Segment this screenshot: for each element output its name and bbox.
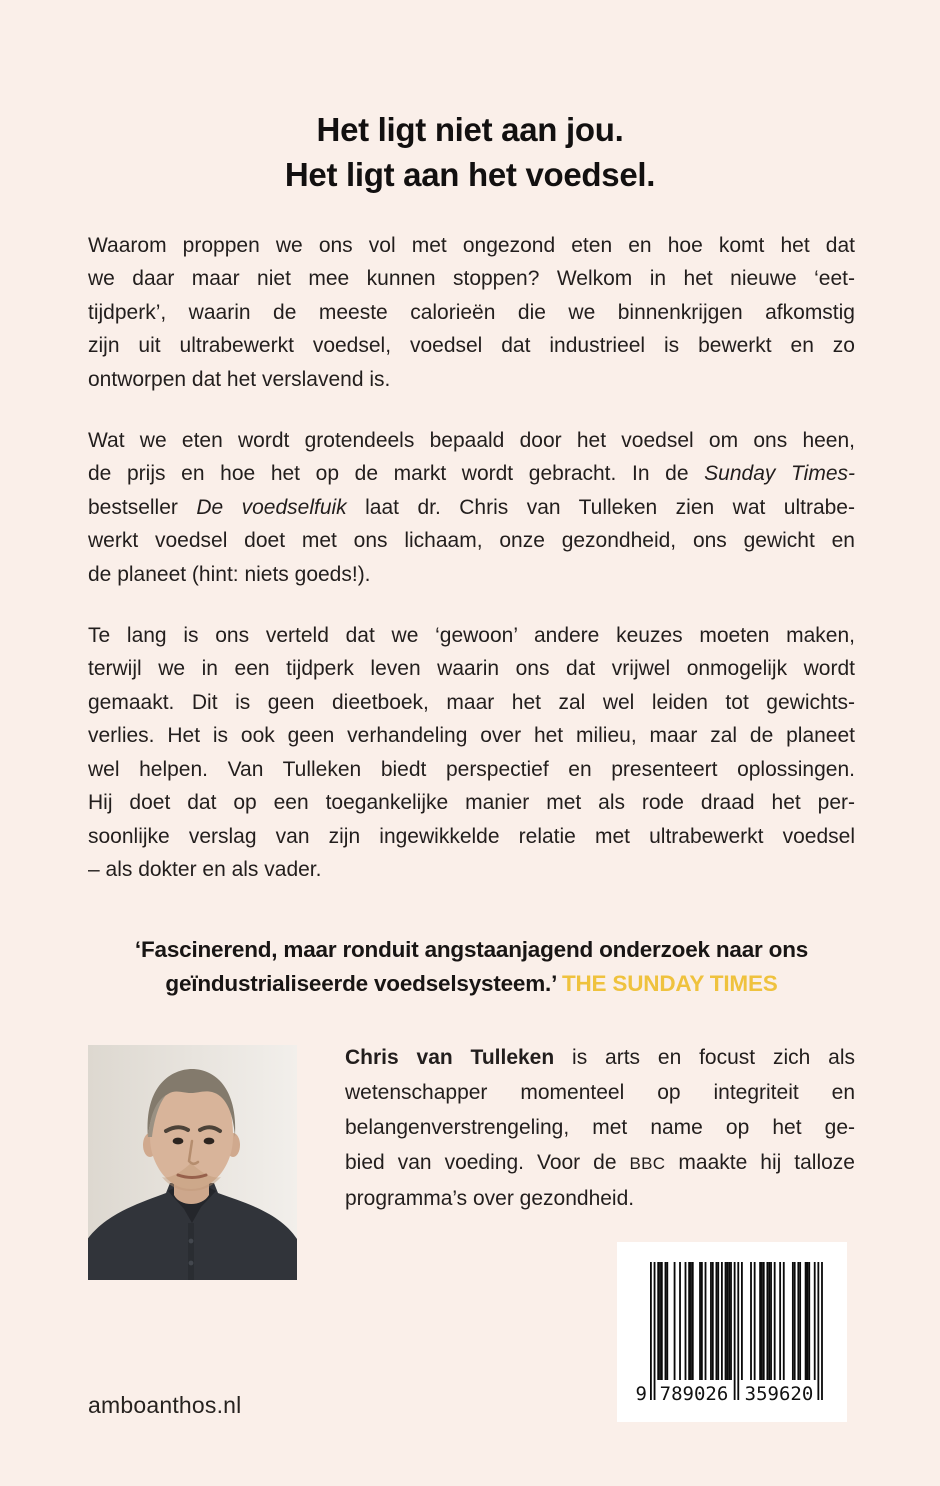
text-run: maakte hij talloze: [665, 1151, 855, 1174]
text-run: laat dr. Chris van Tulleken zien wat ultrabe-: [346, 495, 855, 519]
headline-line2: Het ligt aan het voedsel.: [284, 156, 656, 193]
italic-book-title: De voedselfuik: [196, 495, 347, 519]
italic-text: Sunday Times-: [704, 462, 855, 486]
text-line: ontworpen dat het verslavend is.: [88, 367, 391, 391]
barcode-digit-left: 9: [635, 1383, 647, 1405]
bbc-smallcaps: BBC: [629, 1154, 666, 1173]
bio-line: wetenschapper momenteel op integriteit en: [345, 1081, 855, 1104]
quote-text: geïndustrialiseerde voedselsysteem.’: [165, 971, 562, 996]
text-run: bestseller: [88, 495, 197, 519]
text-run: de prijs en hoe het op de markt wordt gebracht. In de: [88, 462, 705, 486]
quote-line2: [88, 967, 855, 1001]
text-line: de planeet (hint: niets goeds!).: [88, 562, 371, 586]
bio-line: [345, 1040, 855, 1075]
eye: [173, 1138, 184, 1145]
bio-line: programma’s over gezondheid.: [345, 1187, 635, 1210]
text-line: verlies. Het is ook geen verhandeling over het milieu, maar zal de planeet: [88, 724, 855, 748]
paragraph-2: [88, 424, 855, 591]
text-line: soonlijke verslag van zijn ingewikkelde relatie met ultrabewerkt voedsel: [88, 824, 855, 848]
barcode-svg: [617, 1242, 847, 1422]
barcode-panel: [617, 1242, 847, 1422]
author-name: Chris van Tulleken: [345, 1046, 555, 1069]
publisher-website: amboanthos.nl: [88, 1392, 242, 1418]
author-photo: [88, 1045, 297, 1280]
quote-line1: ‘Fascinerend, maar ronduit angstaanjagend onderzoek naar ons: [134, 937, 809, 962]
barcode-digits-mid: 789026: [659, 1383, 729, 1405]
text-line: zijn uit ultrabewerkt voedsel, voedsel dat industrieel is bewerkt en zo: [88, 334, 855, 358]
text-line: [88, 491, 855, 524]
headline: [0, 107, 940, 197]
text-line: – als dokter en als vader.: [88, 857, 322, 881]
text-line: gemaakt. Dit is geen dieetboek, maar het zal wel leiden tot gewichts-: [88, 690, 855, 714]
eye: [204, 1138, 215, 1145]
text-line: we daar maar niet mee kunnen stoppen? Welkom in het nieuwe ‘eet-: [88, 267, 855, 291]
bio-line: [345, 1145, 855, 1181]
author-bio: [345, 1040, 855, 1216]
paragraph-3: [88, 619, 855, 886]
headline-line1: Het ligt niet aan jou.: [316, 111, 624, 148]
text-line: Wat we eten wordt grotendeels bepaald door het voedsel om ons heen,: [88, 429, 855, 453]
text-line: werkt voedsel doet met ons lichaam, onze gezondheid, ons gewicht en: [88, 529, 855, 553]
text-line: Waarom proppen we ons vol met ongezond eten en hoe komt het dat: [88, 234, 855, 257]
shirt-placket: [188, 1223, 194, 1280]
press-quote: [88, 933, 855, 1001]
quote-source: THE SUNDAY TIMES: [561, 971, 778, 996]
text-run: bied van voeding. Voor de: [345, 1151, 630, 1174]
text-line: tijdperk’, waarin de meeste calorieën die we binnenkrijgen afkomstig: [88, 300, 855, 324]
paragraph-1: [88, 229, 855, 396]
bio-line: belangenverstrengeling, met name op het ge-: [345, 1116, 855, 1139]
text-run: is arts en focust zich als: [554, 1046, 855, 1069]
text-line: Hij doet dat op een toegankelijke manier met als rode draad het per-: [88, 791, 855, 815]
text-line: terwijl we in een tijdperk leven waarin ons dat vrijwel onmogelijk wordt: [88, 657, 855, 681]
barcode-digits-right: 359620: [744, 1383, 814, 1405]
text-line: wel helpen. Van Tulleken biedt perspectief en presenteert oplossingen.: [88, 757, 855, 781]
text-line: Te lang is ons verteld dat we ‘gewoon’ andere keuzes moeten maken,: [88, 624, 855, 648]
text-line: [88, 457, 855, 490]
blurb: [88, 229, 855, 886]
